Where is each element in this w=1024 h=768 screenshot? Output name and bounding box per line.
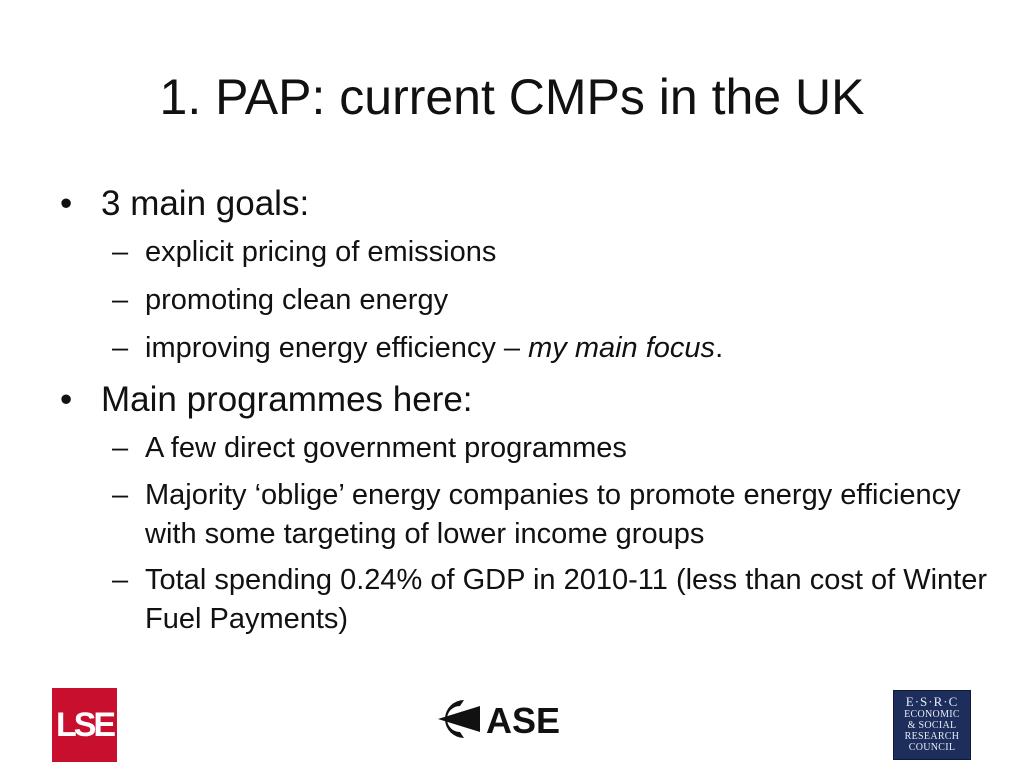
bullet-glyph: • <box>60 184 73 223</box>
dash-glyph: – <box>112 284 129 316</box>
esrc-logo-line: & SOCIAL <box>907 720 957 731</box>
dash-glyph: – <box>112 479 129 511</box>
sub-item-text: explicit pricing of emissions <box>145 236 497 268</box>
bullet-glyph: • <box>60 380 73 419</box>
case-logo-text: ASE <box>486 700 561 741</box>
sub-item-text: promoting clean energy <box>145 284 449 316</box>
dash-glyph: – <box>112 432 129 464</box>
sub-item-text: improving energy efficiency – <box>145 332 529 364</box>
dash-glyph: – <box>112 564 129 596</box>
esrc-logo-line: COUNCIL <box>908 742 956 753</box>
esrc-logo-line: ECONOMIC <box>904 709 960 720</box>
bullet-text: Main programmes here: <box>101 380 473 419</box>
case-logo-arrow-icon <box>438 706 480 732</box>
sub-item-emphasis: my main focus <box>528 332 716 364</box>
bullet-text: 3 main goals: <box>101 184 310 223</box>
logo-bar <box>0 688 1024 762</box>
dash-glyph: – <box>112 236 129 268</box>
sub-item <box>60 428 990 469</box>
sublist-goals <box>60 232 990 369</box>
esrc-logo <box>893 690 971 760</box>
sub-item-suffix: . <box>715 332 724 364</box>
slide-title: 1. PAP: current CMPs in the UK <box>159 69 865 125</box>
case-logo <box>430 694 595 744</box>
sub-item <box>60 476 990 554</box>
sublist-programmes <box>60 428 990 639</box>
sub-item-text: Majority ‘oblige’ energy companies to promote energy efficiency with some targeting of lower income groups <box>145 479 961 550</box>
esrc-logo-acronym: E·S·R·C <box>905 694 959 709</box>
lse-logo <box>52 688 117 762</box>
sub-item-text: Total spending 0.24% of GDP in 2010-11 (less than cost of Winter Fuel Payments) <box>145 564 988 635</box>
sub-item-text: A few direct government programmes <box>145 432 627 464</box>
lse-logo-text: LSE <box>55 705 114 744</box>
bullet-goals <box>60 182 990 226</box>
sub-item <box>60 561 990 639</box>
sub-item <box>60 280 990 321</box>
slide-body <box>60 182 990 646</box>
sub-item <box>60 328 990 369</box>
dash-glyph: – <box>112 332 129 364</box>
esrc-logo-line: RESEARCH <box>904 731 960 742</box>
sub-item <box>60 232 990 273</box>
bullet-programmes <box>60 378 990 422</box>
